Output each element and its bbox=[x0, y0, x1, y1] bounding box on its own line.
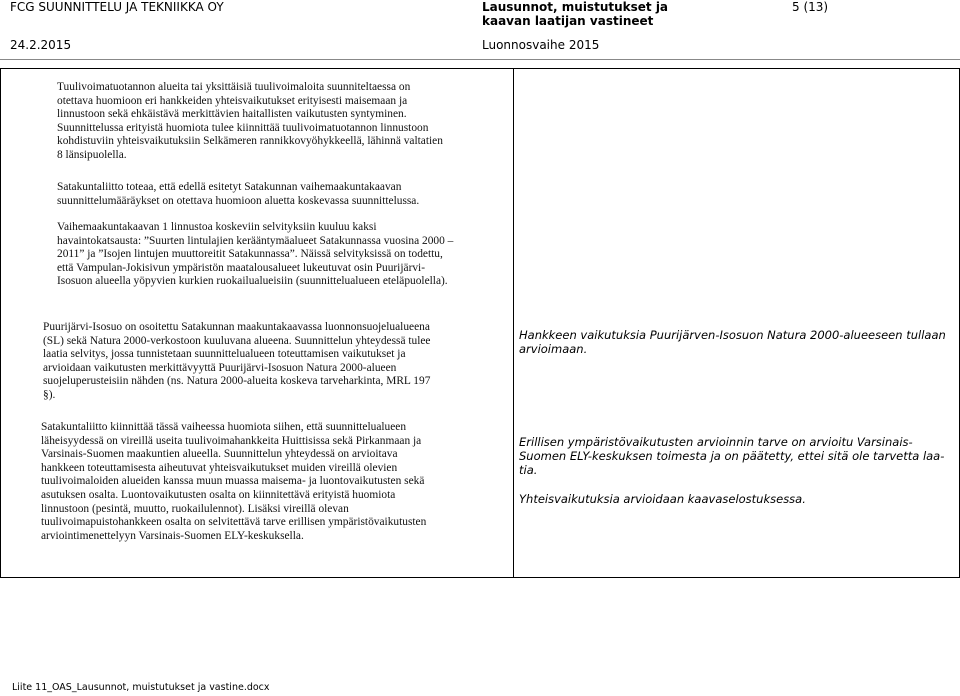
comment-line: linnustoon (pesintä, muutto, ruokailulennot). Lisäksi vireillä olevan bbox=[41, 502, 349, 515]
comment-block-3 bbox=[57, 221, 493, 289]
comment-line: kohdistuviin yhteisvaikutuksiin Selkämeren rannikkovyöhykkeellä, lähinnä valtatien bbox=[57, 135, 443, 148]
document-title-line1: Lausunnot, muistutukset ja bbox=[482, 0, 669, 14]
footer-filename: Liite 11_OAS_Lausunnot, muistutukset ja vastine.docx bbox=[12, 682, 270, 693]
comment-line: (SL) sekä Natura 2000-verkostoon kuuluvana alueena. Suunnittelun yhteydessä tulee bbox=[43, 334, 431, 347]
response-line: Hankkeen vaikutuksia Puurijärven-Isosuon Natura 2000-alueeseen tullaan bbox=[519, 328, 946, 342]
response-paragraph-2 bbox=[519, 435, 951, 477]
comment-line: arvioidaan vaikutusten merkittävyyttä Puurijärvi-Isosuon Natura 2000-alueen bbox=[43, 361, 397, 374]
response-line: Yhteisvaikutuksia arvioidaan kaavaselostuksessa. bbox=[519, 492, 806, 506]
comment-line: läheisyydessä on vireillä useita tuulivoimahankkeita Huittisissa sekä Pirkanmaan ja bbox=[41, 434, 422, 447]
comment-line: linnustoon sekä ehkäistävä merkittävien haitallisten vaikutusten syntyminen. bbox=[57, 108, 407, 121]
document-date: 24.2.2015 bbox=[10, 38, 72, 52]
comment-line: suojeluperusteisiin nähden (ns. Natura 2000-alueita koskeva tarveharkinta, MRL 197 bbox=[43, 375, 431, 388]
comment-line: havaintokatsausta: ”Suurten lintulajien kerääntymäalueet Satakunnassa vuosina 2000 – bbox=[57, 234, 454, 247]
comment-line: tuulivoimaloiden alueiden kanssa muun muassa maisema- ja luontovaikutusten sekä bbox=[41, 475, 425, 488]
header-divider bbox=[0, 59, 960, 60]
comment-line: Varsinais-Suomen maakuntien alueella. Suunnittelun yhteydessä on arvioitava bbox=[41, 448, 398, 461]
comment-block-1 bbox=[57, 81, 493, 163]
comment-line: Vaihemaakuntakaavan 1 linnustoa koskeviin selvityksiin kuuluu kaksi bbox=[57, 221, 377, 233]
response-paragraph-3 bbox=[519, 492, 951, 506]
comment-line: asutuksen osalta. Luontovaikutusten osalta on kiinnitettävä erityistä huomiota bbox=[41, 488, 396, 501]
comment-line: tuulivoimapuistohankkeen osalta on selvitettävä tarve erillisen ympäristövaikutusten bbox=[41, 516, 427, 529]
response-paragraph-1 bbox=[519, 328, 951, 356]
response-line: Suomen ELY-keskuksen toimesta ja on päätetty, ettei sitä ole tarvetta laa- bbox=[519, 449, 945, 463]
comment-line: Puurijärvi-Isosuo on osoitettu Satakunnan maakuntakaavassa luonnonsuojelualueena bbox=[43, 321, 430, 333]
comment-line: Isosuon alueella yöpyvien kurkien ruokailualueisiin (suunnittelualueen eteläpuolella). bbox=[57, 275, 448, 288]
comment-line: Satakuntaliitto kiinnittää tässä vaiheessa huomiota siihen, että suunnittelualueen bbox=[41, 421, 407, 433]
comment-line: suunnittelumääräykset on otettava huomioon aluetta koskevassa suunnittelussa. bbox=[57, 194, 420, 207]
comment-line: hankkeen toteuttamisesta aiheutuvat yhteisvaikutukset muiden vireillä olevien bbox=[41, 461, 398, 474]
comment-line: 2011” ja ”Isojen lintujen muuttoreitit Satakunnassa”. Näissä selvityksissä on todettu, bbox=[57, 248, 443, 261]
response-line: tia. bbox=[519, 463, 538, 477]
comment-line: 8 länsipuolella. bbox=[57, 148, 127, 161]
comment-line: Satakuntaliitto toteaa, että edellä esitetyt Satakunnan vaihemaakuntakaavan bbox=[57, 181, 402, 193]
document-phase: Luonnosvaihe 2015 bbox=[482, 38, 600, 52]
comment-line: arviointimenettelyyn Varsinais-Suomen ELY-keskuksella. bbox=[41, 529, 304, 542]
response-line: arvioimaan. bbox=[519, 342, 588, 356]
company-name: FCG SUUNNITTELU JA TEKNIIKKA OY bbox=[10, 0, 224, 14]
comment-block-5 bbox=[41, 421, 493, 543]
comment-line: laatia selvitys, jossa tunnistetaan suunnittelualueen toteuttamisen vaikutukset ja bbox=[43, 348, 406, 361]
comment-response-table bbox=[0, 68, 960, 578]
comment-block-2 bbox=[57, 181, 493, 208]
comment-line: otettava huomioon eri hankkeiden yhteisvaikutukset erityisesti maisemaan ja bbox=[57, 94, 408, 107]
document-title-line2: kaavan laatijan vastineet bbox=[482, 14, 654, 28]
page-number: 5 (13) bbox=[792, 0, 829, 14]
comment-line: Suunnittelussa erityistä huomiota tulee kiinnittää tuulivoimatuotannon linnustoon bbox=[57, 121, 429, 134]
table-column-divider bbox=[513, 69, 514, 577]
comment-line: §). bbox=[43, 388, 56, 401]
comment-block-4 bbox=[43, 321, 495, 403]
comment-line: että Vampulan-Jokisivun ympäristön maatalousalueet lukeutuvat osin Puurijärvi- bbox=[57, 261, 426, 274]
comment-line: Tuulivoimatuotannon alueita tai yksittäisiä tuulivoimaloita suunniteltaessa on bbox=[57, 81, 411, 93]
response-line: Erillisen ympäristövaikutusten arvioinnin tarve on arvioitu Varsinais- bbox=[519, 435, 913, 449]
